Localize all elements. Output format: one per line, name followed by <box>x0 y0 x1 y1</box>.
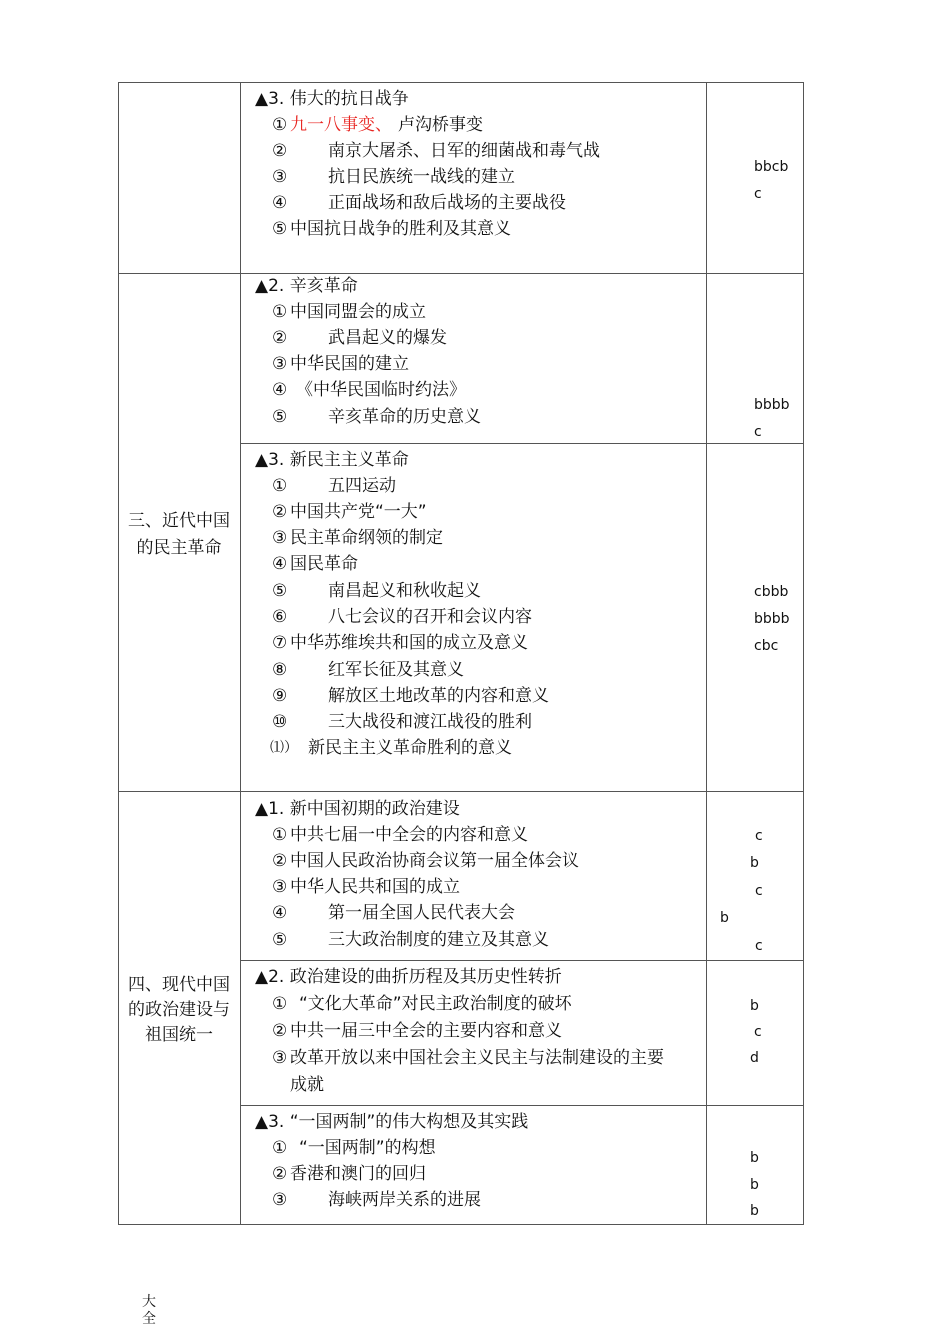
item-marker: ④ <box>272 380 288 400</box>
answer-code: d <box>750 1050 759 1066</box>
item-text: 辛亥革命的历史意义 <box>328 407 481 427</box>
item-marker: ② <box>272 1164 288 1184</box>
item-marker: ⑥ <box>272 607 288 627</box>
topic-title: ▲2. 辛亥革命 <box>255 276 358 296</box>
item-highlight: 九一八事变、 <box>290 115 392 135</box>
answer-code: c <box>755 883 763 899</box>
rule <box>118 273 804 274</box>
item-marker: ⑨ <box>272 686 288 706</box>
topic-title: ▲2. 政治建设的曲折历程及其历史性转折 <box>255 967 562 987</box>
item-text: 中华人民共和国的成立 <box>290 877 460 897</box>
item-marker: ⑤ <box>272 581 288 601</box>
category-label: 祖国统一 <box>145 1025 213 1045</box>
topic-title: ▲3. 新民主主义革命 <box>255 450 409 470</box>
item-text: 改革开放以来中国社会主义民主与法制建设的主要 <box>290 1048 664 1068</box>
footer-char: 大 <box>142 1294 156 1310</box>
item-marker: ① <box>272 476 288 496</box>
item-marker: ② <box>272 502 288 522</box>
answer-code: bbbb <box>754 611 790 627</box>
item-text: 国民革命 <box>290 554 358 574</box>
answer-code: c <box>754 1024 762 1040</box>
rule <box>240 1105 804 1106</box>
rule <box>118 791 804 792</box>
item-text: 卢沟桥事变 <box>398 115 483 135</box>
answer-code: b <box>750 855 759 871</box>
item-text: 南京大屠杀、日军的细菌战和毒气战 <box>328 141 600 161</box>
item-marker: ④ <box>272 903 288 923</box>
item-marker: ⑤ <box>272 407 288 427</box>
item-marker: ⑤ <box>272 219 288 239</box>
item-marker: ① <box>272 825 288 845</box>
item-marker: ④ <box>272 193 288 213</box>
item-marker: ③ <box>272 167 288 187</box>
item-text: 中国人民政治协商会议第一届全体会议 <box>290 851 579 871</box>
item-marker: ③ <box>272 354 288 374</box>
item-text: “一国两制”的构想 <box>299 1138 436 1158</box>
answer-code: b <box>750 1177 759 1193</box>
item-text: 三大战役和渡江战役的胜利 <box>328 712 532 732</box>
answer-code: bbcb <box>754 159 789 175</box>
item-marker: ① <box>272 302 288 322</box>
item-marker: ⑦ <box>272 633 288 653</box>
answer-code: b <box>750 1203 759 1219</box>
item-text: 抗日民族统一战线的建立 <box>328 167 515 187</box>
item-marker: ③ <box>272 528 288 548</box>
rule <box>803 82 804 1225</box>
item-text: 第一届全国人民代表大会 <box>328 903 515 923</box>
item-text: 海峡两岸关系的进展 <box>328 1190 481 1210</box>
item-marker: ② <box>272 1021 288 1041</box>
item-marker: ② <box>272 851 288 871</box>
answer-code: bbbb <box>754 397 790 413</box>
rule <box>118 1224 804 1225</box>
answer-code: c <box>755 828 763 844</box>
item-marker: ③ <box>272 877 288 897</box>
item-marker: ⑴） <box>270 740 298 756</box>
item-marker: ④ <box>272 554 288 574</box>
item-text: 武昌起义的爆发 <box>328 328 447 348</box>
item-marker: ⑧ <box>272 660 288 680</box>
category-label: 四、现代中国 <box>128 975 230 995</box>
item-text: 五四运动 <box>328 476 396 496</box>
item-text: 新民主主义革命胜利的意义 <box>308 738 512 758</box>
item-marker: ⑩ <box>272 712 288 732</box>
topic-title: ▲3. “一国两制”的伟大构想及其实践 <box>255 1112 529 1132</box>
item-marker: ③ <box>272 1048 288 1068</box>
answer-code: c <box>754 424 762 440</box>
item-text: “文化大革命”对民主政治制度的破坏 <box>299 994 572 1014</box>
item-text: 民主革命纲领的制定 <box>290 528 443 548</box>
answer-code: b <box>720 910 729 926</box>
answer-code: c <box>755 938 763 954</box>
item-text: 中华民国的建立 <box>290 354 409 374</box>
item-marker: ① <box>272 994 288 1014</box>
item-text: 正面战场和敌后战场的主要战役 <box>328 193 566 213</box>
answer-code: b <box>750 1150 759 1166</box>
item-marker: ② <box>272 141 288 161</box>
category-label: 的政治建设与 <box>128 1000 230 1020</box>
item-text: 红军长征及其意义 <box>328 660 464 680</box>
item-text: 《中华民国临时约法》 <box>296 380 466 400</box>
topic-title: ▲1. 新中国初期的政治建设 <box>255 799 460 819</box>
item-text: 解放区土地改革的内容和意义 <box>328 686 549 706</box>
rule <box>118 82 804 83</box>
rule <box>240 82 241 1225</box>
rule <box>118 82 119 1225</box>
item-text: 中国共产党“一大” <box>290 502 427 522</box>
answer-code: c <box>754 186 762 202</box>
item-text: 中国同盟会的成立 <box>290 302 426 322</box>
answer-code: cbc <box>754 638 779 654</box>
item-marker: ① <box>272 1138 288 1158</box>
item-text: 八七会议的召开和会议内容 <box>328 607 532 627</box>
footer-char: 全 <box>142 1311 156 1327</box>
rule <box>240 443 804 444</box>
item-marker: ② <box>272 328 288 348</box>
item-marker: ① <box>272 115 288 135</box>
category-label: 三、近代中国 <box>128 511 230 531</box>
item-text: 三大政治制度的建立及其意义 <box>328 930 549 950</box>
rule <box>706 82 707 1225</box>
item-text: 中华苏维埃共和国的成立及意义 <box>290 633 528 653</box>
rule <box>240 960 804 961</box>
topic-title: ▲3. 伟大的抗日战争 <box>255 89 409 109</box>
answer-code: cbbb <box>754 584 789 600</box>
item-text-continued: 成就 <box>290 1075 324 1095</box>
item-marker: ③ <box>272 1190 288 1210</box>
item-text: 中共七届一中全会的内容和意义 <box>290 825 528 845</box>
category-label: 的民主革命 <box>136 538 222 558</box>
item-text: 中国抗日战争的胜利及其意义 <box>290 219 511 239</box>
item-text: 南昌起义和秋收起义 <box>328 581 481 601</box>
item-text: 中共一届三中全会的主要内容和意义 <box>290 1021 562 1041</box>
item-text: 香港和澳门的回归 <box>290 1164 426 1184</box>
item-marker: ⑤ <box>272 930 288 950</box>
answer-code: b <box>750 998 759 1014</box>
